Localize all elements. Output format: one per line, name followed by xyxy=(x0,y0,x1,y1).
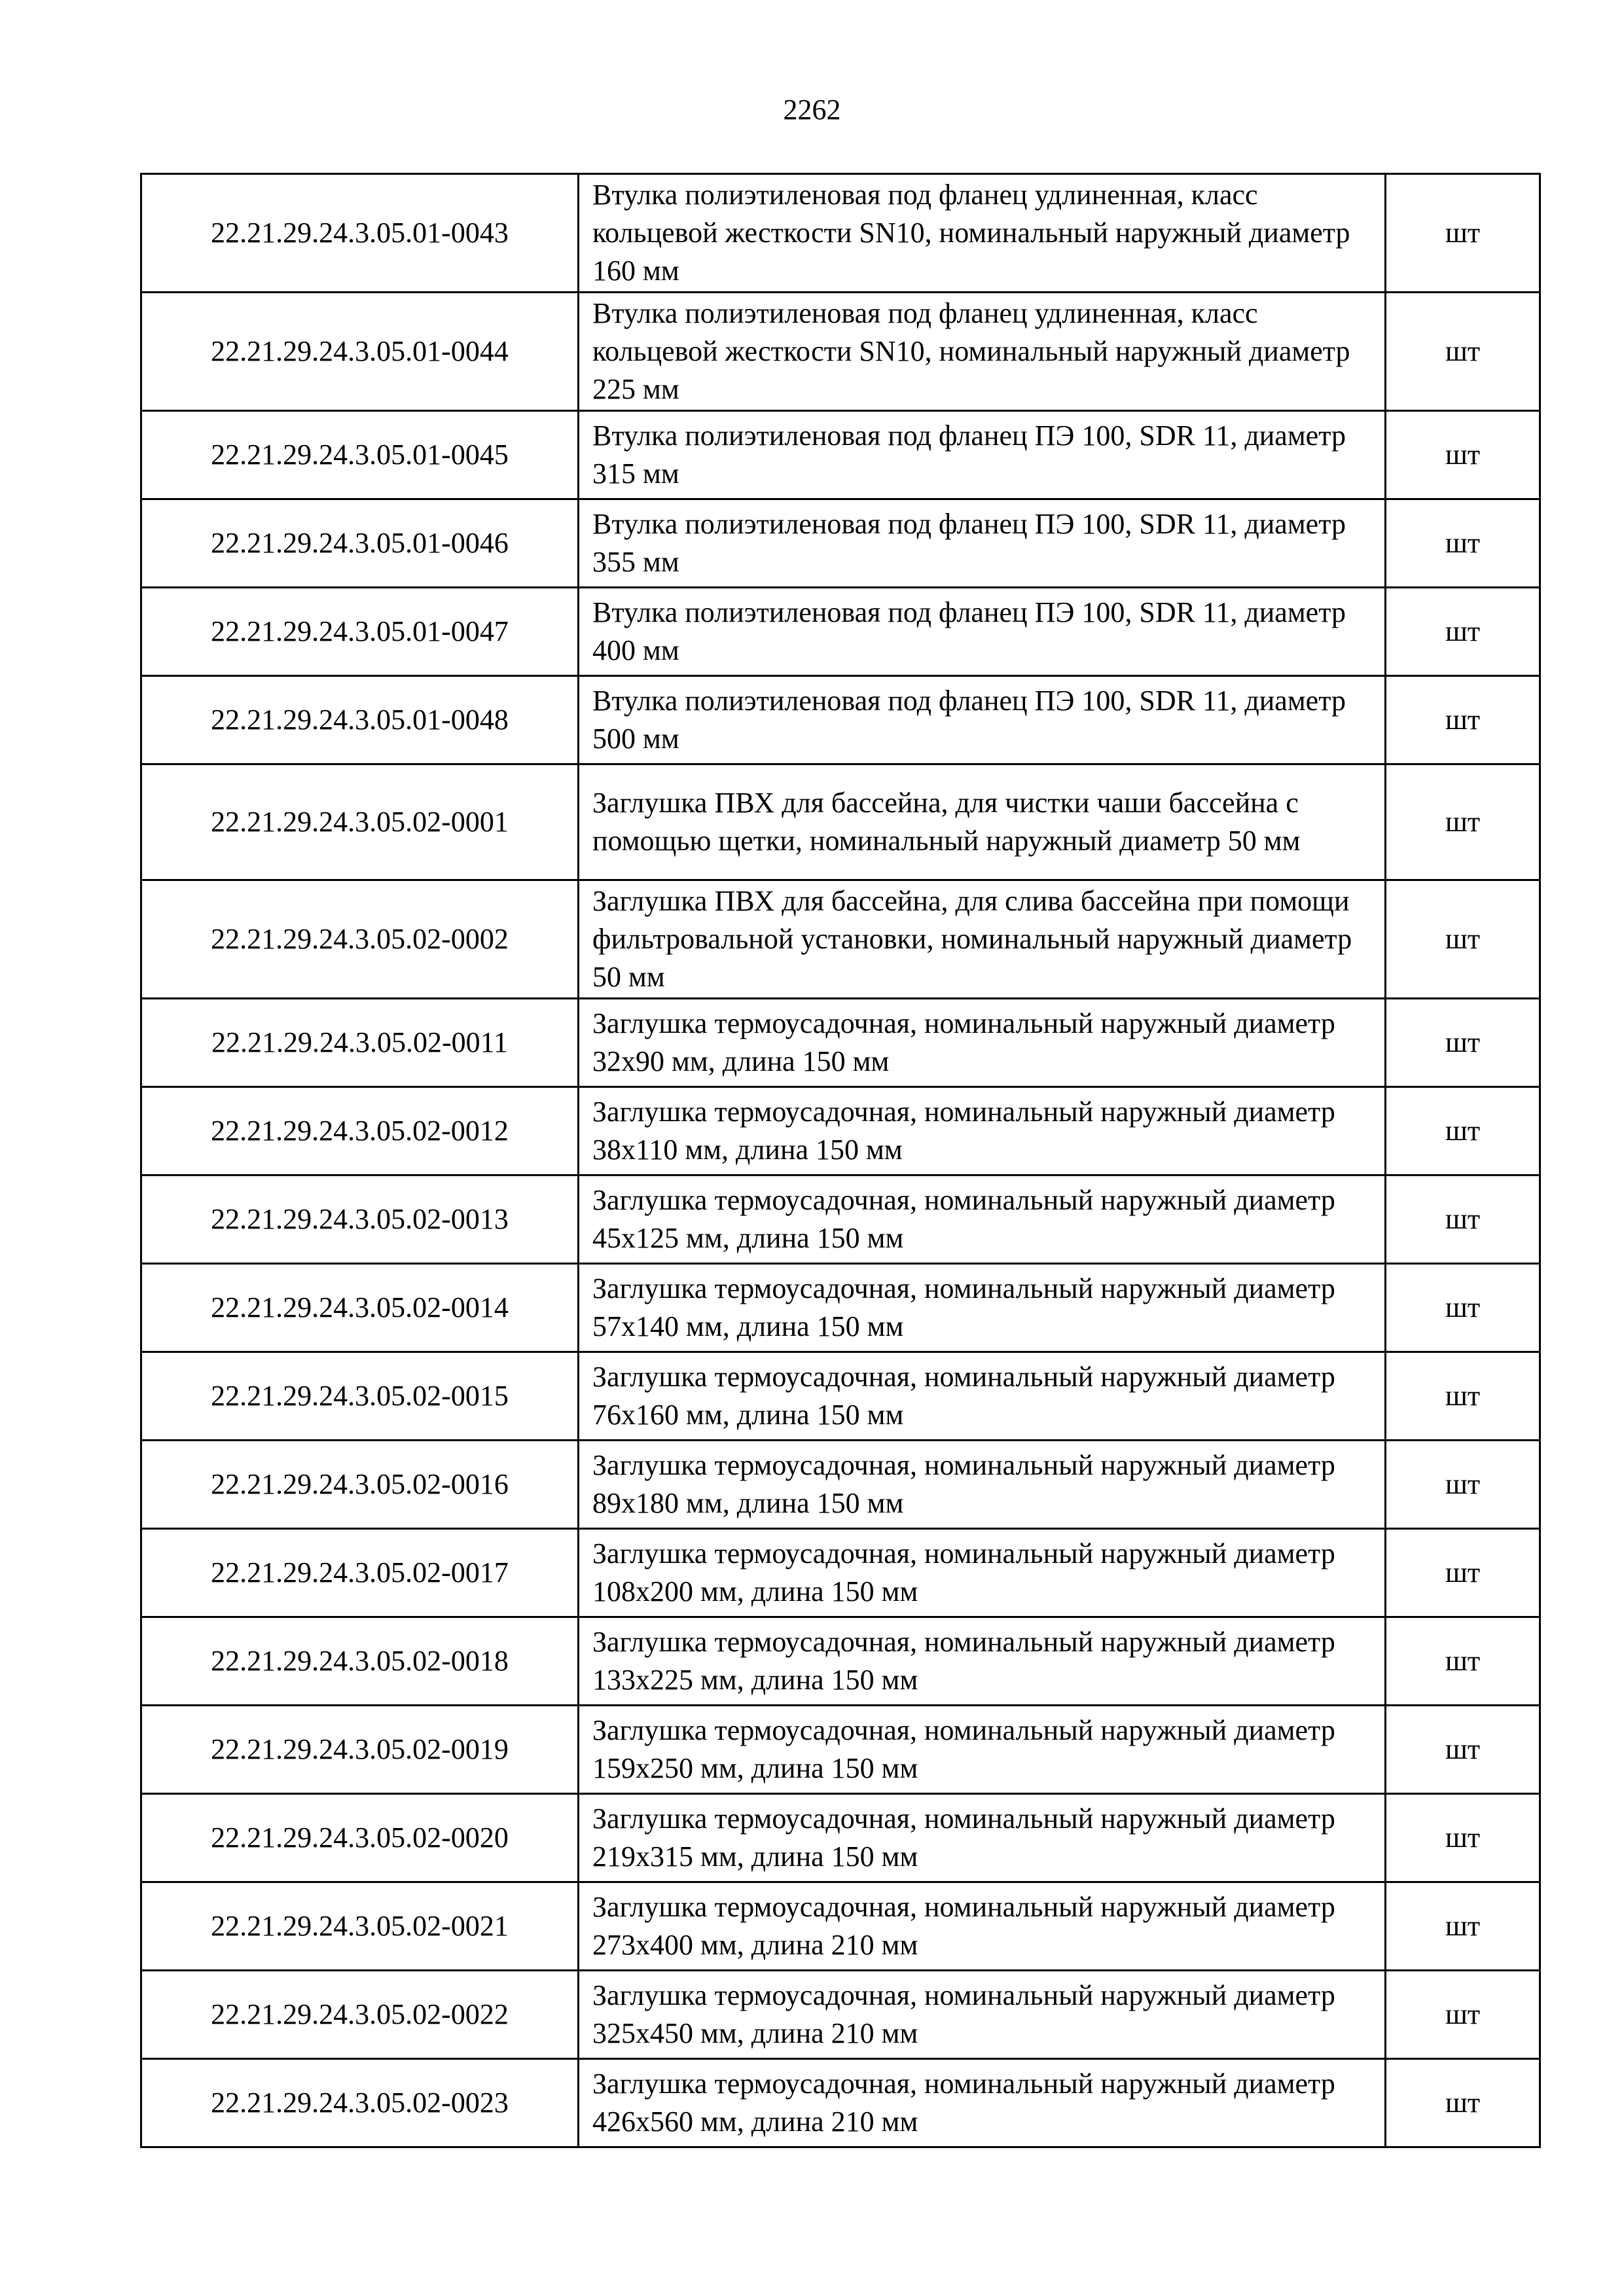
item-code-cell: 22.21.29.24.3.05.01-0045 xyxy=(141,411,579,499)
item-unit-cell: шт xyxy=(1386,1971,1540,2059)
item-unit-cell: шт xyxy=(1386,1617,1540,1706)
item-unit-cell: шт xyxy=(1386,411,1540,499)
table-row xyxy=(141,1529,1540,1617)
table-row xyxy=(141,1971,1540,2059)
item-description-cell: Заглушка термоусадочная, номинальный наружный диаметр 32х90 мм, длина 150 мм xyxy=(579,999,1386,1087)
table-row xyxy=(141,764,1540,880)
item-unit-cell: шт xyxy=(1386,1441,1540,1529)
item-unit-cell: шт xyxy=(1386,293,1540,411)
item-unit-cell: шт xyxy=(1386,1794,1540,1882)
table-row xyxy=(141,676,1540,764)
item-code-cell: 22.21.29.24.3.05.02-0020 xyxy=(141,1794,579,1882)
table-row xyxy=(141,174,1540,293)
item-unit-cell: шт xyxy=(1386,880,1540,999)
item-unit-cell: шт xyxy=(1386,764,1540,880)
item-code-cell: 22.21.29.24.3.05.01-0048 xyxy=(141,676,579,764)
item-description-cell: Втулка полиэтиленовая под фланец удлиненная, класс кольцевой жесткости SN10, номинальный наружный диаметр 225 мм xyxy=(579,293,1386,411)
item-unit-cell: шт xyxy=(1386,1882,1540,1971)
item-unit-cell: шт xyxy=(1386,499,1540,588)
item-unit-cell: шт xyxy=(1386,588,1540,676)
item-description-cell: Втулка полиэтиленовая под фланец ПЭ 100, SDR 11, диаметр 400 мм xyxy=(579,588,1386,676)
item-description-cell: Втулка полиэтиленовая под фланец ПЭ 100, SDR 11, диаметр 500 мм xyxy=(579,676,1386,764)
item-code-cell: 22.21.29.24.3.05.02-0013 xyxy=(141,1175,579,1264)
table-row xyxy=(141,1264,1540,1352)
item-code-cell: 22.21.29.24.3.05.01-0043 xyxy=(141,174,579,293)
table-row xyxy=(141,1706,1540,1794)
item-code-cell: 22.21.29.24.3.05.02-0016 xyxy=(141,1441,579,1529)
item-description-cell: Заглушка термоусадочная, номинальный наружный диаметр 89х180 мм, длина 150 мм xyxy=(579,1441,1386,1529)
table-row xyxy=(141,1352,1540,1441)
item-code-cell: 22.21.29.24.3.05.01-0047 xyxy=(141,588,579,676)
table-row xyxy=(141,1617,1540,1706)
item-code-cell: 22.21.29.24.3.05.02-0015 xyxy=(141,1352,579,1441)
item-description-cell: Заглушка термоусадочная, номинальный наружный диаметр 108х200 мм, длина 150 мм xyxy=(579,1529,1386,1617)
item-code-cell: 22.21.29.24.3.05.02-0014 xyxy=(141,1264,579,1352)
items-table xyxy=(140,173,1541,2148)
item-code-cell: 22.21.29.24.3.05.02-0017 xyxy=(141,1529,579,1617)
table-row xyxy=(141,1882,1540,1971)
item-unit-cell: шт xyxy=(1386,174,1540,293)
item-description-cell: Заглушка термоусадочная, номинальный наружный диаметр 45х125 мм, длина 150 мм xyxy=(579,1175,1386,1264)
table-row xyxy=(141,2059,1540,2147)
table-row xyxy=(141,1794,1540,1882)
item-code-cell: 22.21.29.24.3.05.01-0046 xyxy=(141,499,579,588)
item-description-cell: Втулка полиэтиленовая под фланец ПЭ 100, SDR 11, диаметр 355 мм xyxy=(579,499,1386,588)
item-code-cell: 22.21.29.24.3.05.02-0011 xyxy=(141,999,579,1087)
item-description-cell: Заглушка ПВХ для бассейна, для слива бассейна при помощи фильтровальной установки, номинальный наружный диаметр 50 мм xyxy=(579,880,1386,999)
table-row xyxy=(141,293,1540,411)
item-description-cell: Заглушка ПВХ для бассейна, для чистки чаши бассейна с помощью щетки, номинальный наружный диаметр 50 мм xyxy=(579,764,1386,880)
item-description-cell: Заглушка термоусадочная, номинальный наружный диаметр 57х140 мм, длина 150 мм xyxy=(579,1264,1386,1352)
table-row xyxy=(141,1175,1540,1264)
item-code-cell: 22.21.29.24.3.05.02-0018 xyxy=(141,1617,579,1706)
item-description-cell: Заглушка термоусадочная, номинальный наружный диаметр 426х560 мм, длина 210 мм xyxy=(579,2059,1386,2147)
items-table-body xyxy=(141,174,1540,2147)
item-unit-cell: шт xyxy=(1386,999,1540,1087)
item-description-cell: Заглушка термоусадочная, номинальный наружный диаметр 273х400 мм, длина 210 мм xyxy=(579,1882,1386,1971)
item-description-cell: Заглушка термоусадочная, номинальный наружный диаметр 76х160 мм, длина 150 мм xyxy=(579,1352,1386,1441)
item-description-cell: Заглушка термоусадочная, номинальный наружный диаметр 38х110 мм, длина 150 мм xyxy=(579,1087,1386,1175)
table-row xyxy=(141,411,1540,499)
item-description-cell: Заглушка термоусадочная, номинальный наружный диаметр 325х450 мм, длина 210 мм xyxy=(579,1971,1386,2059)
item-description-cell: Заглушка термоусадочная, номинальный наружный диаметр 133х225 мм, длина 150 мм xyxy=(579,1617,1386,1706)
item-code-cell: 22.21.29.24.3.05.02-0023 xyxy=(141,2059,579,2147)
table-row xyxy=(141,499,1540,588)
page-number: 2262 xyxy=(783,94,841,126)
item-code-cell: 22.21.29.24.3.05.02-0001 xyxy=(141,764,579,880)
item-unit-cell: шт xyxy=(1386,2059,1540,2147)
item-code-cell: 22.21.29.24.3.05.02-0021 xyxy=(141,1882,579,1971)
item-description-cell: Заглушка термоусадочная, номинальный наружный диаметр 159х250 мм, длина 150 мм xyxy=(579,1706,1386,1794)
table-row xyxy=(141,1087,1540,1175)
item-code-cell: 22.21.29.24.3.05.02-0012 xyxy=(141,1087,579,1175)
item-code-cell: 22.21.29.24.3.05.01-0044 xyxy=(141,293,579,411)
item-code-cell: 22.21.29.24.3.05.02-0019 xyxy=(141,1706,579,1794)
item-unit-cell: шт xyxy=(1386,1706,1540,1794)
item-unit-cell: шт xyxy=(1386,1175,1540,1264)
item-unit-cell: шт xyxy=(1386,1087,1540,1175)
table-row xyxy=(141,1441,1540,1529)
item-code-cell: 22.21.29.24.3.05.02-0022 xyxy=(141,1971,579,2059)
table-row xyxy=(141,588,1540,676)
item-unit-cell: шт xyxy=(1386,1529,1540,1617)
item-unit-cell: шт xyxy=(1386,676,1540,764)
table-row xyxy=(141,880,1540,999)
table-row xyxy=(141,999,1540,1087)
item-description-cell: Втулка полиэтиленовая под фланец удлиненная, класс кольцевой жесткости SN10, номинальный наружный диаметр 160 мм xyxy=(579,174,1386,293)
item-code-cell: 22.21.29.24.3.05.02-0002 xyxy=(141,880,579,999)
item-description-cell: Заглушка термоусадочная, номинальный наружный диаметр 219х315 мм, длина 150 мм xyxy=(579,1794,1386,1882)
item-unit-cell: шт xyxy=(1386,1264,1540,1352)
item-unit-cell: шт xyxy=(1386,1352,1540,1441)
item-description-cell: Втулка полиэтиленовая под фланец ПЭ 100, SDR 11, диаметр 315 мм xyxy=(579,411,1386,499)
